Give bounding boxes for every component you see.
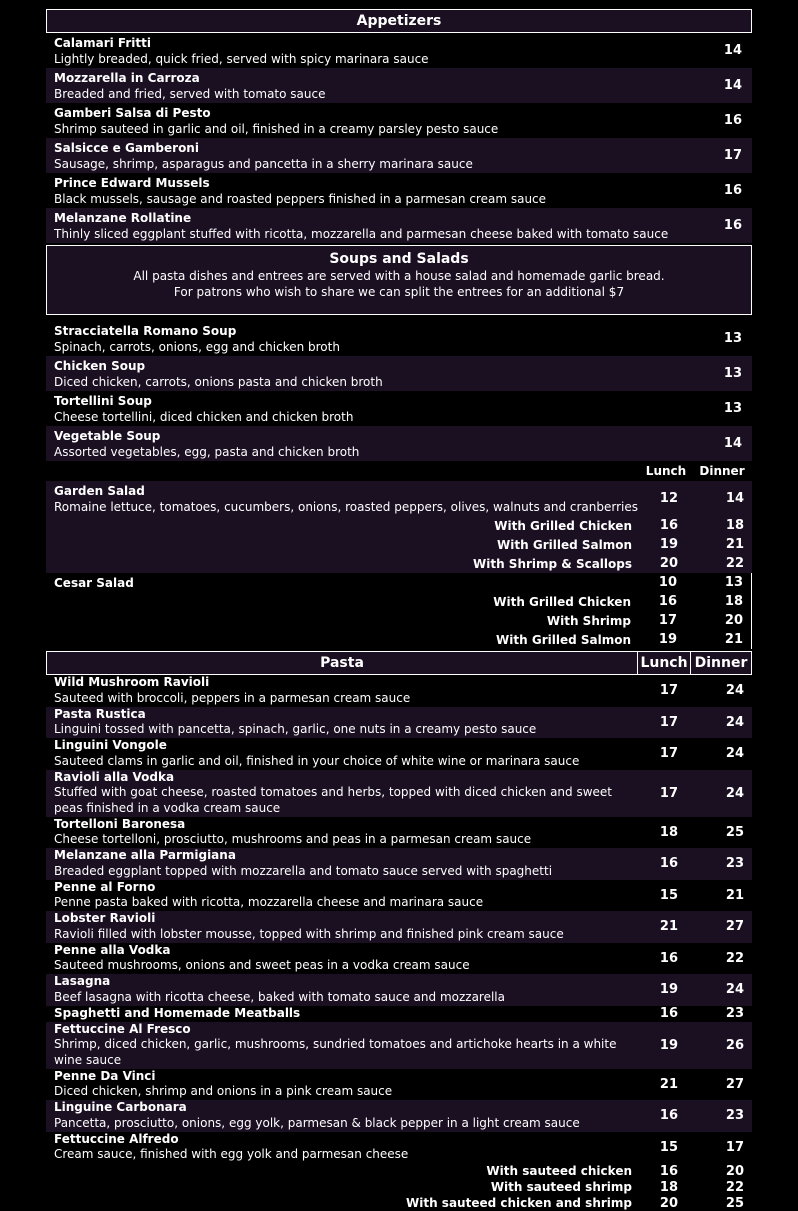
pasta-lunch-label: Lunch <box>637 652 690 674</box>
soups-header: Soups and Salads <box>329 251 469 267</box>
item-text <box>46 210 694 242</box>
item-description: Linguini tossed with pancetta, spinach, garlic, one nuts in a creamy pesto sauce <box>54 722 537 737</box>
dinner-price: 23 <box>725 1108 744 1124</box>
item-description: Beef lasagna with ricotta cheese, baked with tomato sauce and mozzarella <box>54 989 505 1004</box>
item-description: Sausage, shrimp, asparagus and pancetta in a sherry marinara sauce <box>54 156 473 171</box>
item-description: Lightly breaded, quick fried, served with spicy marinara sauce <box>54 51 429 66</box>
dinner-price: 22 <box>725 1179 744 1195</box>
dinner-price: 24 <box>725 746 744 762</box>
item-description: Romaine lettuce, tomatoes, cucumbers, onions, roasted peppers, olives, walnuts and cranberries <box>54 499 639 514</box>
item-name: Mozzarella in Carroza <box>54 70 200 85</box>
pasta-dinner-label: Dinner <box>690 652 751 674</box>
dinner-price: 17 <box>725 1139 744 1155</box>
lunch-price: 12 <box>659 491 678 506</box>
item-text <box>46 880 640 911</box>
lunch-price: 15 <box>659 1139 678 1155</box>
item-description: Assorted vegetables, egg, pasta and chicken broth <box>54 444 360 459</box>
lunch-price: 16 <box>659 1163 678 1179</box>
option-label: With Grilled Salmon <box>497 537 632 552</box>
lunch-price: 19 <box>659 537 678 552</box>
item-name: Penne al Forno <box>54 879 156 894</box>
cesar-salad <box>46 573 752 649</box>
item-name: Tortellini Soup <box>54 393 152 408</box>
item-description: Diced chicken, carrots, onions pasta and chicken broth <box>54 374 383 389</box>
lunch-price: 20 <box>659 556 678 571</box>
lunch-price: 18 <box>659 1179 678 1195</box>
item-name: Penne alla Vodka <box>54 942 171 957</box>
item-description: Breaded eggplant topped with mozzarella and tomato sauce served with spaghetti <box>54 863 553 878</box>
item-text <box>46 105 694 137</box>
pasta-item <box>46 848 752 880</box>
pasta-item <box>46 974 752 1006</box>
salad-option <box>46 592 751 611</box>
item-text <box>46 393 694 425</box>
soups-info-box <box>46 245 752 315</box>
dinner-price: 18 <box>724 594 743 609</box>
item-text <box>46 428 694 460</box>
item-price: 13 <box>723 331 742 346</box>
item-name: Wild Mushroom Ravioli <box>54 675 210 690</box>
option-label: With Shrimp & Scallops <box>473 556 632 571</box>
lunch-price: 17 <box>659 785 678 801</box>
item-description: Spinach, carrots, onions, egg and chicken broth <box>54 339 340 354</box>
item-description: Cheese tortelloni, prosciutto, mushrooms and peas in a parmesan cream sauce <box>54 832 532 847</box>
menu-item <box>46 391 752 426</box>
dinner-price: 22 <box>725 556 744 571</box>
item-text <box>46 707 640 738</box>
item-text <box>46 1006 640 1022</box>
item-price: 17 <box>723 148 742 163</box>
dinner-price: 26 <box>725 1037 744 1053</box>
lunch-price: 10 <box>658 575 677 590</box>
item-description: Black mussels, sausage and roasted peppers finished in a parmesan cream sauce <box>54 191 547 206</box>
appetizers-header: Appetizers <box>46 9 752 33</box>
menu-item <box>46 138 752 173</box>
lunch-price: 20 <box>659 1195 678 1211</box>
salad-price-header <box>46 461 752 481</box>
item-description: Shrimp, diced chicken, garlic, mushrooms, sundried tomatoes and artichoke hearts in a white wine sauce <box>54 1037 617 1067</box>
pasta-item <box>46 911 752 943</box>
salad-option <box>46 516 752 535</box>
item-name: Lasagna <box>54 974 111 989</box>
dinner-price: 21 <box>724 632 743 647</box>
item-price: 13 <box>723 401 742 416</box>
item-text <box>46 323 694 355</box>
item-text <box>46 1100 640 1131</box>
item-text <box>46 817 640 848</box>
item-name: Penne Da Vinci <box>54 1068 156 1083</box>
alfredo-option <box>46 1195 752 1211</box>
dinner-price: 20 <box>725 1163 744 1179</box>
item-name: Ravioli alla Vodka <box>54 769 175 784</box>
item-name: Tortelloni Baronesa <box>54 816 186 831</box>
item-text <box>46 575 639 591</box>
lunch-price: 16 <box>659 1006 678 1021</box>
dinner-price: 24 <box>725 982 744 998</box>
dinner-price: 21 <box>725 887 744 903</box>
dinner-price: 24 <box>725 683 744 699</box>
item-text <box>46 770 640 817</box>
item-description: Breaded and fried, served with tomato sauce <box>54 86 326 101</box>
item-name: Linguine Carbonara <box>54 1100 187 1115</box>
pasta-item <box>46 1022 752 1069</box>
item-text <box>46 675 640 706</box>
dinner-price: 21 <box>725 537 744 552</box>
menu-item <box>46 103 752 138</box>
option-label: With sauteed shrimp <box>490 1180 632 1194</box>
item-name: Lobster Ravioli <box>54 911 156 926</box>
pasta-item <box>46 738 752 770</box>
menu-item <box>46 356 752 391</box>
item-description: Shrimp sauteed in garlic and oil, finished in a creamy parsley pesto sauce <box>54 121 499 136</box>
item-description: Ravioli filled with lobster mousse, topped with shrimp and finished pink cream sauce <box>54 926 564 941</box>
item-name: Garden Salad <box>54 483 145 498</box>
salad-main-row <box>46 481 752 516</box>
pasta-list <box>46 675 752 1163</box>
item-name: Melanzane alla Parmigiana <box>54 848 236 863</box>
item-price: 16 <box>723 113 742 128</box>
item-text <box>46 848 640 879</box>
item-price: 14 <box>723 78 742 93</box>
soups-note-2: For patrons who wish to share we can split the entrees for an additional $7 <box>173 285 625 299</box>
item-description: Diced chicken, shrimp and onions in a pink cream sauce <box>54 1084 393 1099</box>
dinner-price: 25 <box>725 1195 744 1211</box>
lunch-price: 16 <box>658 594 677 609</box>
pasta-header <box>46 651 752 675</box>
item-price: 16 <box>723 183 742 198</box>
lunch-price: 19 <box>659 1037 678 1053</box>
item-description: Sauteed clams in garlic and oil, finished in your choice of white wine or marinara sauce <box>54 753 580 768</box>
lunch-price: 19 <box>659 982 678 998</box>
appetizers-list <box>46 33 752 243</box>
item-text <box>46 911 640 942</box>
lunch-price: 19 <box>658 632 677 647</box>
salad-option <box>46 535 752 554</box>
pasta-item <box>46 817 752 849</box>
item-price: 14 <box>723 436 742 451</box>
item-name: Pasta Rustica <box>54 706 146 721</box>
salad-option <box>46 554 752 573</box>
lunch-price: 17 <box>658 613 677 628</box>
dinner-price: 27 <box>725 1076 744 1092</box>
item-text <box>46 1022 640 1069</box>
pasta-item <box>46 1006 752 1022</box>
menu-item <box>46 426 752 461</box>
dinner-price: 22 <box>725 950 744 966</box>
alfredo-options <box>46 1163 752 1211</box>
item-text <box>46 483 640 515</box>
lunch-price: 15 <box>659 887 678 903</box>
item-text <box>46 35 694 67</box>
option-label: With sauteed chicken <box>486 1164 632 1178</box>
lunch-price: 17 <box>659 714 678 730</box>
option-label: With Grilled Chicken <box>494 518 632 533</box>
dinner-price: 25 <box>725 824 744 840</box>
item-text <box>46 1069 640 1100</box>
menu-item <box>46 68 752 103</box>
lunch-price: 17 <box>659 683 678 699</box>
pasta-item <box>46 707 752 739</box>
item-text <box>46 175 694 207</box>
alfredo-option <box>46 1163 752 1179</box>
pasta-item <box>46 1132 752 1164</box>
item-name: Salsicce e Gamberoni <box>54 140 199 155</box>
item-text <box>46 974 640 1005</box>
lunch-price: 16 <box>659 950 678 966</box>
dinner-price: 14 <box>725 491 744 506</box>
item-description: Cheese tortellini, diced chicken and chicken broth <box>54 409 354 424</box>
item-text <box>46 70 694 102</box>
dinner-price: 13 <box>724 575 743 590</box>
menu-item <box>46 173 752 208</box>
soups-list <box>46 321 752 461</box>
salad-option <box>46 630 751 649</box>
item-name: Prince Edward Mussels <box>54 175 210 190</box>
soups-note-1: All pasta dishes and entrees are served with a house salad and homemade garlic bread. <box>133 269 665 283</box>
item-price: 13 <box>723 366 742 381</box>
item-description: Stuffed with goat cheese, roasted tomatoes and herbs, topped with diced chicken and sweet peas finished in a vodka cream sauce <box>54 785 612 815</box>
dinner-price: 27 <box>725 919 744 935</box>
item-description: Pancetta, prosciutto, onions, egg yolk, parmesan & black pepper in a light cream sauce <box>54 1115 580 1130</box>
pasta-item <box>46 770 752 817</box>
pasta-item <box>46 675 752 707</box>
item-text <box>46 358 694 390</box>
dinner-label: Dinner <box>699 464 745 478</box>
option-label: With Grilled Chicken <box>493 594 631 609</box>
lunch-price: 16 <box>659 856 678 872</box>
salad-option <box>46 611 751 630</box>
menu <box>46 9 752 1211</box>
dinner-price: 18 <box>725 518 744 533</box>
item-text <box>46 738 640 769</box>
item-description: Sauteed mushrooms, onions and sweet peas in a vodka cream sauce <box>54 958 470 973</box>
item-name: Linguini Vongole <box>54 738 167 753</box>
item-name: Melanzane Rollatine <box>54 210 192 225</box>
lunch-price: 21 <box>659 919 678 935</box>
pasta-item <box>46 880 752 912</box>
dinner-price: 20 <box>724 613 743 628</box>
dinner-price: 24 <box>725 714 744 730</box>
menu-item <box>46 208 752 243</box>
item-text <box>46 140 694 172</box>
lunch-price: 21 <box>659 1076 678 1092</box>
item-name: Chicken Soup <box>54 358 146 373</box>
option-label: With sauteed chicken and shrimp <box>406 1196 632 1210</box>
garden-salad <box>46 481 752 573</box>
dinner-price: 23 <box>725 1006 744 1021</box>
lunch-price: 18 <box>659 824 678 840</box>
pasta-item <box>46 943 752 975</box>
item-description: Thinly sliced eggplant stuffed with ricotta, mozzarella and parmesan cheese baked with tomato sauce <box>54 226 669 241</box>
item-name: Fettuccine Al Fresco <box>54 1021 191 1036</box>
option-label: With Grilled Salmon <box>496 632 631 647</box>
item-name: Spaghetti and Homemade Meatballs <box>54 1005 301 1020</box>
item-name: Stracciatella Romano Soup <box>54 323 237 338</box>
item-text <box>46 943 640 974</box>
item-price: 14 <box>723 43 742 58</box>
salad-main-row <box>46 573 751 592</box>
item-price: 16 <box>723 218 742 233</box>
menu-item <box>46 33 752 68</box>
lunch-price: 16 <box>659 1108 678 1124</box>
option-label: With Shrimp <box>546 613 631 628</box>
item-description: Sauteed with broccoli, peppers in a parmesan cream sauce <box>54 690 411 705</box>
dinner-price: 23 <box>725 856 744 872</box>
lunch-price: 16 <box>659 518 678 533</box>
item-name: Gamberi Salsa di Pesto <box>54 105 211 120</box>
dinner-price: 24 <box>725 785 744 801</box>
item-name: Cesar Salad <box>54 575 134 590</box>
pasta-item <box>46 1069 752 1101</box>
item-name: Fettuccine Alfredo <box>54 1131 179 1146</box>
item-name: Calamari Fritti <box>54 35 151 50</box>
item-description: Penne pasta baked with ricotta, mozzarella cheese and marinara sauce <box>54 895 484 910</box>
menu-item <box>46 321 752 356</box>
item-text <box>46 1132 640 1163</box>
lunch-price: 17 <box>659 746 678 762</box>
pasta-item <box>46 1100 752 1132</box>
item-name: Vegetable Soup <box>54 428 161 443</box>
alfredo-option <box>46 1179 752 1195</box>
lunch-label: Lunch <box>645 464 687 478</box>
pasta-title: Pasta <box>320 655 364 671</box>
item-description: Cream sauce, finished with egg yolk and parmesan cheese <box>54 1147 409 1162</box>
